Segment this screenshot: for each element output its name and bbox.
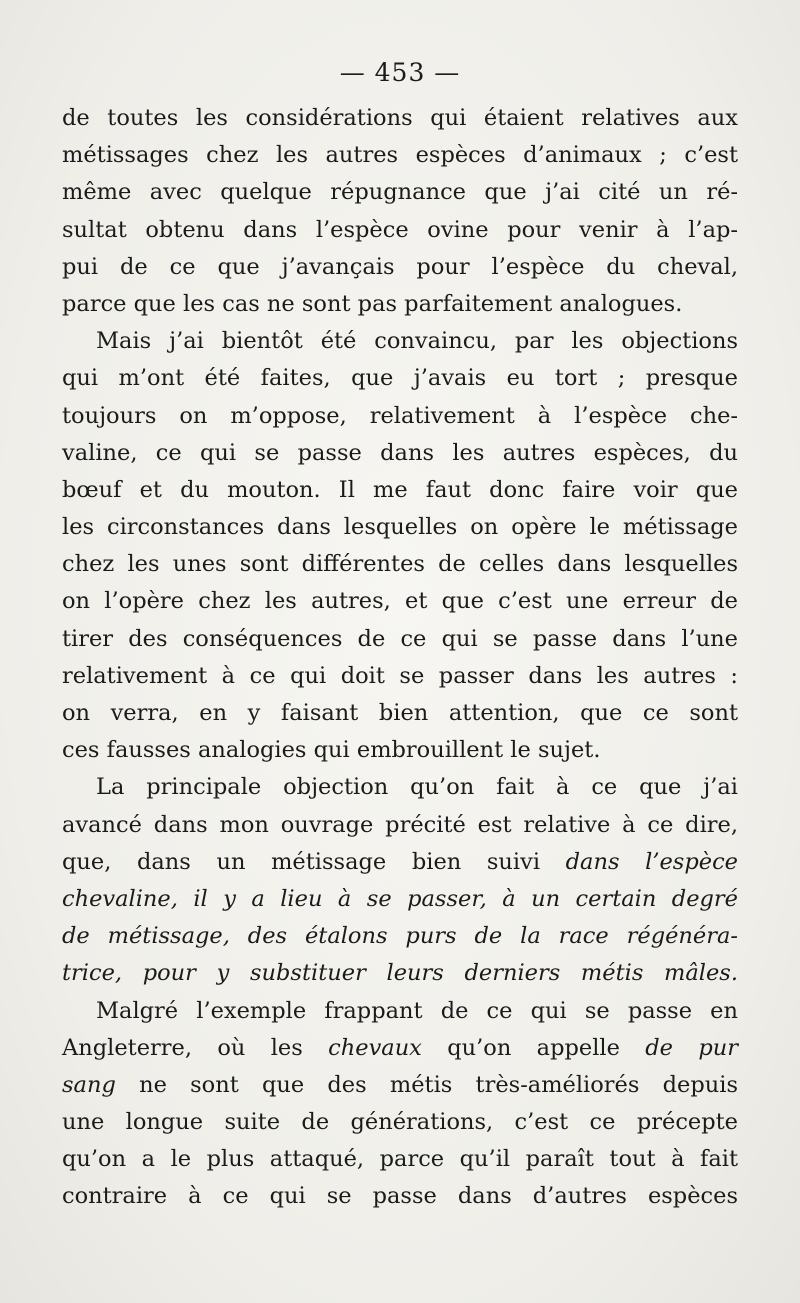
text-segment: pui de ce que j’avançais pour l’espèce du cheval, bbox=[62, 253, 738, 280]
text-segment: métissages chez les autres espèces d’animaux ; c’est bbox=[62, 142, 738, 169]
text-segment: bœuf et du mouton. Il me faut donc faire voir que bbox=[62, 476, 738, 503]
text-line bbox=[62, 695, 738, 732]
text-line bbox=[62, 844, 738, 881]
italic-text: de pur bbox=[645, 1034, 738, 1061]
text-line bbox=[62, 658, 738, 695]
text-line bbox=[62, 769, 738, 806]
text-segment: que, dans un métissage bien suivi bbox=[62, 848, 566, 875]
text-line bbox=[62, 286, 738, 323]
text-segment: contraire à ce qui se passe dans d’autres espèces bbox=[62, 1183, 738, 1210]
text-segment: on l’opère chez les autres, et que c’est une erreur de bbox=[62, 588, 738, 615]
text-line bbox=[62, 323, 738, 360]
text-line bbox=[62, 360, 738, 397]
text-segment: tirer des conséquences de ce qui se passe dans l’une bbox=[62, 625, 738, 652]
italic-text: sang bbox=[62, 1071, 116, 1098]
text-segment: La principale objection qu’on fait à ce que j’ai bbox=[96, 774, 738, 801]
text-line bbox=[62, 621, 738, 658]
text-segment: parce que les cas ne sont pas parfaitement analogues. bbox=[62, 290, 683, 317]
text-segment: valine, ce qui se passe dans les autres espèces, du bbox=[62, 439, 738, 466]
text-line bbox=[62, 1178, 738, 1215]
italic-text: dans l’espèce bbox=[565, 848, 738, 875]
text-segment: sultat obtenu dans l’espèce ovine pour venir à l’ap- bbox=[62, 216, 738, 243]
text-line bbox=[62, 732, 738, 769]
text-segment: même avec quelque répugnance que j’ai cité un ré- bbox=[62, 179, 738, 206]
text-line bbox=[62, 546, 738, 583]
text-segment: qui m’ont été faites, que j’avais eu tort ; presque bbox=[62, 365, 738, 392]
text-segment: ces fausses analogies qui embrouillent le sujet. bbox=[62, 737, 601, 764]
text-line bbox=[62, 1067, 738, 1104]
text-line bbox=[62, 100, 738, 137]
text-segment: toujours on m’oppose, relativement à l’espèce che- bbox=[62, 402, 738, 429]
text-segment: qu’on a le plus attaqué, parce qu’il paraît tout à fait bbox=[62, 1146, 738, 1173]
text-segment: Mais j’ai bientôt été convaincu, par les objections bbox=[96, 328, 738, 355]
text-segment: chez les unes sont différentes de celles dans lesquelles bbox=[62, 551, 738, 578]
text-line bbox=[62, 918, 738, 955]
text-line bbox=[62, 583, 738, 620]
text-line bbox=[62, 174, 738, 211]
text-line bbox=[62, 435, 738, 472]
body-text bbox=[62, 100, 738, 1216]
text-line bbox=[62, 472, 738, 509]
italic-text: de métissage, des étalons purs de la race régénéra- bbox=[62, 923, 738, 950]
text-line bbox=[62, 1104, 738, 1141]
text-segment: relativement à ce qui doit se passer dans les autres : bbox=[62, 662, 738, 689]
text-segment: qu’on appelle bbox=[421, 1034, 646, 1061]
text-line bbox=[62, 137, 738, 174]
text-segment: avancé dans mon ouvrage précité est relative à ce dire, bbox=[62, 811, 738, 838]
text-line bbox=[62, 881, 738, 918]
text-segment: une longue suite de générations, c’est ce précepte bbox=[62, 1109, 738, 1136]
italic-text: chevaux bbox=[328, 1034, 422, 1061]
italic-text: trice, pour y substituer leurs derniers métis mâles. bbox=[62, 960, 738, 987]
text-line bbox=[62, 249, 738, 286]
text-line bbox=[62, 1141, 738, 1178]
italic-text: chevaline, il y a lieu à se passer, à un certain degré bbox=[62, 885, 738, 912]
text-segment: les circonstances dans lesquelles on opère le métissage bbox=[62, 514, 738, 541]
text-line bbox=[62, 212, 738, 249]
page-number: — 453 — bbox=[339, 58, 461, 87]
text-line bbox=[62, 807, 738, 844]
text-line bbox=[62, 509, 738, 546]
text-segment: on verra, en y faisant bien attention, que ce sont bbox=[62, 700, 738, 726]
text-line bbox=[62, 993, 738, 1030]
text-segment: Malgré l’exemple frappant de ce qui se passe en bbox=[96, 997, 738, 1024]
text-segment: de toutes les considérations qui étaient relatives aux bbox=[62, 105, 738, 131]
text-segment: Angleterre, où les bbox=[62, 1034, 329, 1061]
text-line bbox=[62, 1030, 738, 1067]
text-line bbox=[62, 955, 738, 992]
text-line bbox=[62, 398, 738, 435]
text-segment: ne sont que des métis très-améliorés depuis bbox=[115, 1071, 738, 1098]
